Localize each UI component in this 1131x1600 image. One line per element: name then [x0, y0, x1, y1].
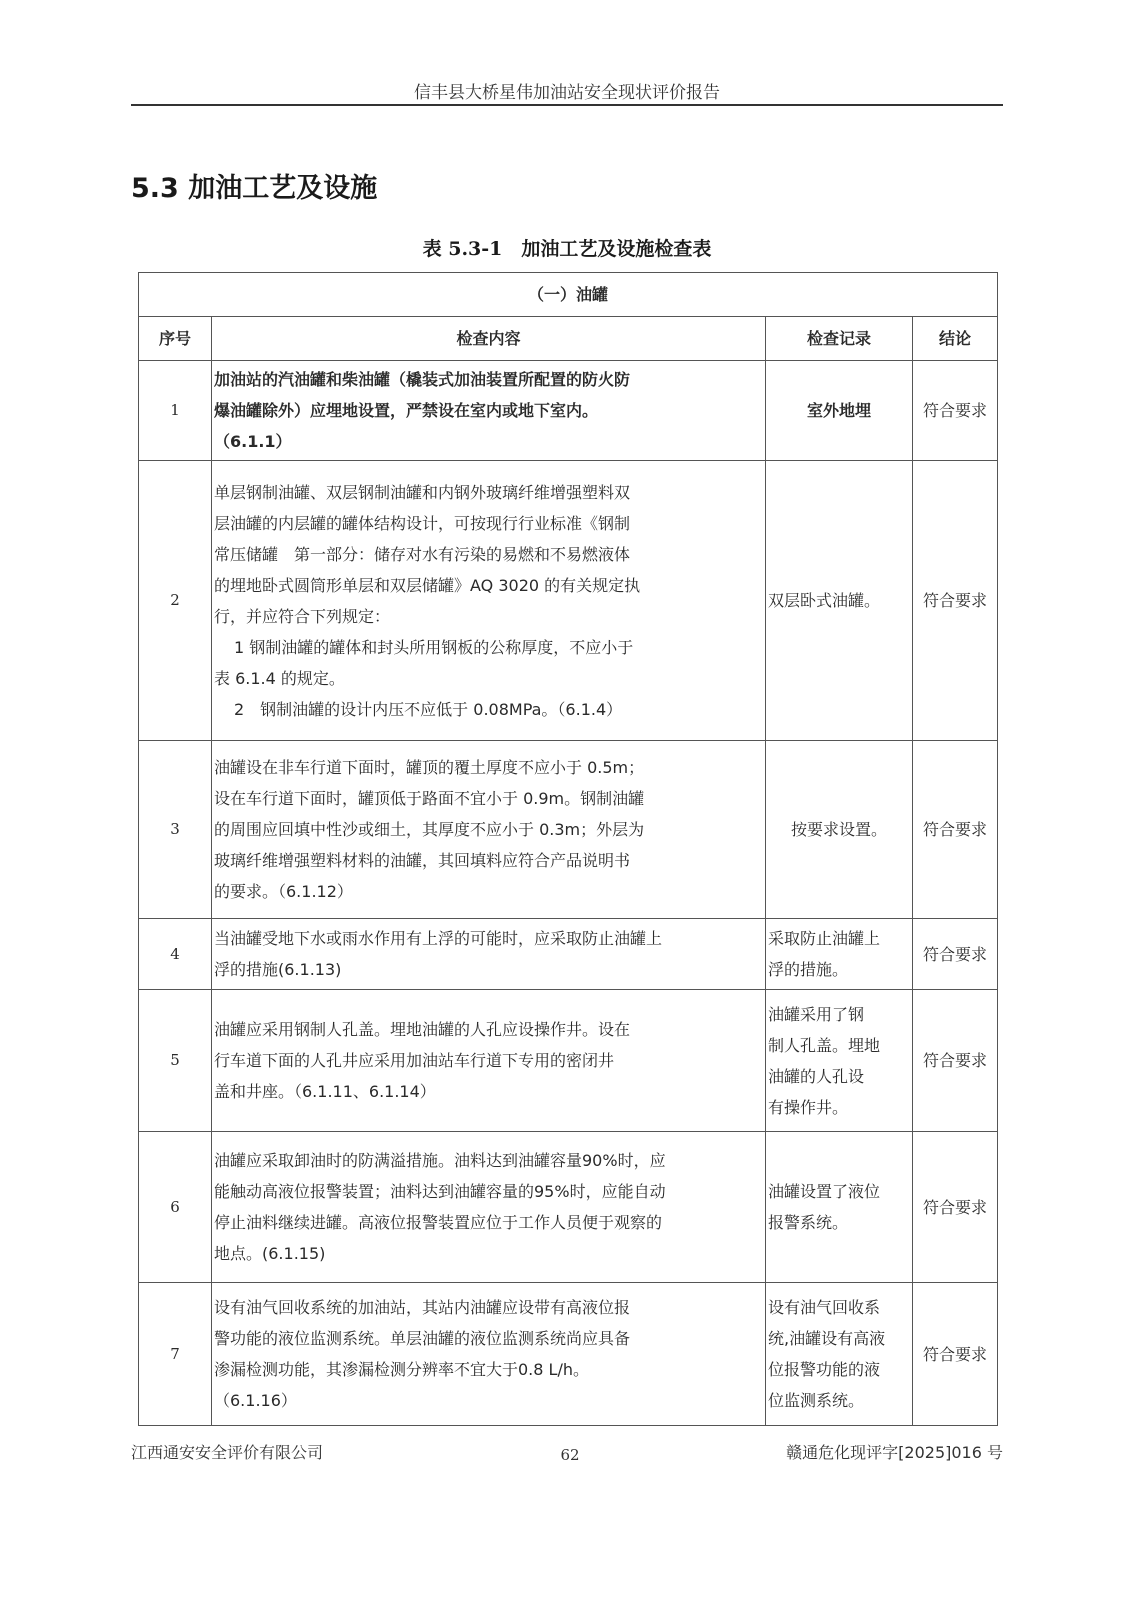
row-record: 双层卧式油罐。 [766, 461, 913, 741]
row-index: 3 [139, 741, 212, 919]
content-line: 的周围应回填中性沙或细土，其厚度不应小于 0.3m；外层为 [214, 820, 645, 839]
table-row [139, 1132, 998, 1283]
footer-company: 江西通安安全评价有限公司 [131, 1443, 324, 1462]
content-line: 表 6.1.4 的规定。 [214, 668, 345, 688]
record-line: 有操作井。 [768, 1097, 849, 1117]
row-result: 符合要求 [913, 1283, 998, 1426]
table-row [139, 919, 998, 990]
content-line: 单层钢制油罐、双层钢制油罐和内钢外玻璃纤维增强塑料双 [214, 482, 631, 502]
group-title: （一）油罐 [139, 273, 998, 317]
content-line: 能触动高液位报警装置；油料达到油罐容量的95%时，应能自动 [214, 1182, 666, 1201]
content-line: 油罐设在非车行道下面时，罐顶的覆土厚度不应小于 0.5m； [214, 758, 645, 777]
content-line: 加油站的汽油罐和柴油罐（橇装式加油装置所配置的防火防 [214, 370, 631, 389]
footer-doc-number: 赣通危化现评字[2025]016 号 [786, 1443, 1003, 1462]
record-line: 统,油罐设有高液 [768, 1329, 886, 1348]
content-line: 行车道下面的人孔井应采用加油站车行道下专用的密闭井 [214, 1051, 615, 1070]
content-line: 的要求。（6.1.12） [214, 882, 353, 901]
row-record: 按要求设置。 [766, 741, 913, 919]
content-line: （6.1.16） [214, 1391, 297, 1410]
record-line: 设有油气回收系 [768, 1298, 881, 1317]
table-row [139, 461, 998, 741]
content-line: 设在车行道下面时，罐顶低于路面不宜小于 0.9m。钢制油罐 [214, 789, 645, 808]
content-line: 油罐应采取卸油时的防满溢措施。油料达到油罐容量90%时，应 [214, 1151, 666, 1170]
content-line: 层油罐的内层罐的罐体结构设计，可按现行行业标准《钢制 [214, 513, 631, 533]
row-result: 符合要求 [913, 990, 998, 1132]
record-line: 油罐采用了钢 [768, 1004, 865, 1024]
row-content [212, 1132, 766, 1283]
content-line: 停止油料继续进罐。高液位报警装置应位于工作人员便于观察的 [214, 1213, 663, 1232]
table-row [139, 361, 998, 461]
row-content [212, 361, 766, 461]
row-index: 6 [139, 1132, 212, 1283]
content-line: 1 钢制油罐的罐体和封头所用钢板的公称厚度，不应小于 [234, 637, 634, 657]
content-line: 常压储罐 第一部分：储存对水有污染的易燃和不易燃液体 [214, 544, 631, 564]
section-title: 5.3 加油工艺及设施 [131, 173, 378, 204]
record-line: 报警系统。 [768, 1213, 849, 1232]
content-line: 行，并应符合下列规定： [214, 606, 391, 626]
row-result: 符合要求 [913, 361, 998, 461]
table-row [139, 990, 998, 1132]
table-row [139, 741, 998, 919]
row-content [212, 990, 766, 1132]
row-index: 1 [139, 361, 212, 461]
content-line: 的埋地卧式圆筒形单层和双层储罐》AQ 3020 的有关规定执 [214, 575, 641, 595]
row-record [766, 1132, 913, 1283]
record-line: 油罐设置了液位 [768, 1182, 881, 1201]
row-content [212, 461, 766, 741]
record-line: 油罐的人孔设 [768, 1066, 865, 1086]
content-line: 浮的措施(6.1.13) [214, 960, 342, 979]
row-result: 符合要求 [913, 919, 998, 990]
row-index: 2 [139, 461, 212, 741]
content-line: （6.1.1） [214, 432, 292, 451]
content-line: 盖和井座。（6.1.11、6.1.14） [214, 1082, 436, 1101]
column-header-record: 检查记录 [766, 317, 913, 361]
table-row [139, 1283, 998, 1426]
column-header-result: 结论 [913, 317, 998, 361]
row-record [766, 1283, 913, 1426]
record-line: 位监测系统。 [768, 1391, 865, 1410]
page-header: 信丰县大桥星伟加油站安全现状评价报告 [414, 83, 720, 103]
row-result: 符合要求 [913, 741, 998, 919]
content-line: 油罐应采用钢制人孔盖。埋地油罐的人孔应设操作井。设在 [214, 1020, 631, 1039]
inspection-table [138, 272, 998, 1426]
record-line: 浮的措施。 [768, 960, 849, 979]
record-line: 采取防止油罐上 [768, 929, 881, 948]
row-index: 7 [139, 1283, 212, 1426]
header-rule [131, 104, 1003, 106]
content-line: 当油罐受地下水或雨水作用有上浮的可能时，应采取防止油罐上 [214, 929, 663, 948]
row-index: 5 [139, 990, 212, 1132]
content-line: 设有油气回收系统的加油站，其站内油罐应设带有高液位报 [214, 1298, 631, 1317]
page-number: 62 [560, 1446, 580, 1464]
content-line: 警功能的液位监测系统。单层油罐的液位监测系统尚应具备 [214, 1329, 631, 1348]
row-result: 符合要求 [913, 461, 998, 741]
content-line: 爆油罐除外）应埋地设置，严禁设在室内或地下室内。 [214, 401, 599, 420]
record-line: 位报警功能的液 [768, 1360, 881, 1379]
row-result: 符合要求 [913, 1132, 998, 1283]
row-content [212, 1283, 766, 1426]
column-header-content: 检查内容 [212, 317, 766, 361]
row-index: 4 [139, 919, 212, 990]
column-header-index: 序号 [139, 317, 212, 361]
content-line: 地点。(6.1.15) [214, 1244, 326, 1263]
content-line: 玻璃纤维增强塑料材料的油罐，其回填料应符合产品说明书 [214, 851, 631, 870]
row-content [212, 741, 766, 919]
row-content [212, 919, 766, 990]
row-record: 室外地埋 [766, 361, 913, 461]
content-line: 2 钢制油罐的设计内压不应低于 0.08MPa。（6.1.4） [234, 699, 623, 719]
row-record [766, 919, 913, 990]
content-line: 渗漏检测功能，其渗漏检测分辨率不宜大于0.8 L/h。 [214, 1360, 589, 1379]
row-record [766, 990, 913, 1132]
table-caption: 表 5.3-1 加油工艺及设施检查表 [422, 238, 712, 260]
record-line: 制人孔盖。埋地 [768, 1035, 881, 1055]
